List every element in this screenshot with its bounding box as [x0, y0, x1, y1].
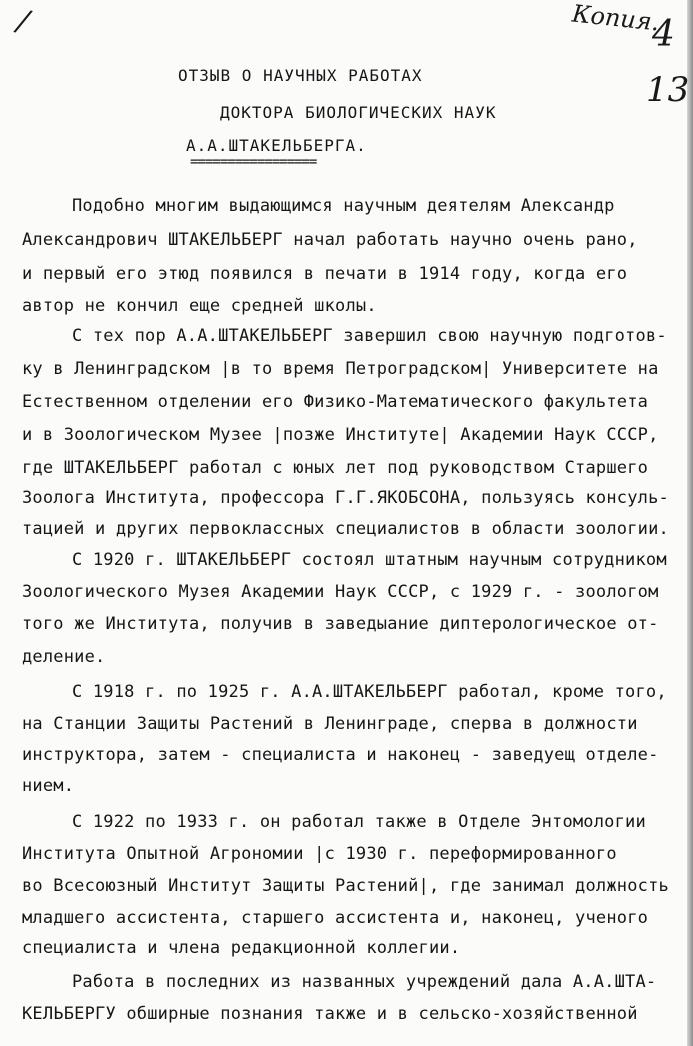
body-line: где ШТАКЕЛЬБЕРГ работал с юных лет под руководством Старшего: [22, 458, 649, 478]
body-line: С 1922 по 1933 г. он работал также в Отделе Энтомологии: [72, 812, 646, 832]
body-line: Александрович ШТАКЕЛЬБЕРГ начал работать научно очень рано,: [22, 230, 638, 250]
title-line-1: ОТЗЫВ О НАУЧНЫХ РАБОТАХ: [178, 66, 423, 85]
body-line: С 1920 г. ШТАКЕЛЬБЕРГ состоял штатным научным сотрудником: [72, 550, 667, 570]
title-underline: =================: [190, 154, 317, 170]
body-line: деление.: [22, 647, 106, 667]
handwritten-copy-label: Копия.: [570, 0, 661, 37]
body-line: КЕЛЬБЕРГУ обширные познания также и в сельско-хозяйственной: [22, 1004, 638, 1024]
body-line: во Всесоюзный Институт Защиты Растений|, где занимал должность: [22, 876, 669, 896]
body-line: специалиста и члена редакционной коллегии.: [22, 938, 461, 958]
body-line: и первый его этюд появился в печати в 1914 году, когда его: [22, 264, 628, 284]
body-line: Института Опытной Агрономии |с 1930 г. переформированного: [22, 844, 617, 864]
handwritten-corner-mark: /: [14, 3, 32, 40]
body-line: автор не кончил еще средней школы.: [22, 296, 377, 316]
body-line: ку в Ленинградском |в то время Петроградском| Университете на: [22, 359, 659, 379]
page-edge-shadow: [687, 0, 693, 1046]
handwritten-sheet-number: 13: [646, 70, 690, 110]
body-line: и в Зоологическом Музее |позже Институте| Академии Наук СССР,: [22, 425, 659, 445]
body-line: Подобно многим выдающимся научным деятелям Александр: [72, 196, 615, 216]
title-line-2: ДОКТОРА БИОЛОГИЧЕСКИХ НАУК: [220, 103, 497, 122]
body-line: Зоологического Музея Академии Наук СССР, с 1929 г. - зоологом: [22, 582, 659, 602]
body-line: Работа в последних из названных учреждений дала А.А.ШТА-: [72, 972, 657, 992]
body-line: нием.: [22, 776, 75, 796]
body-line: тацией и других первоклассных специалистов в области зоологии.: [22, 519, 669, 539]
body-line: младшего ассистента, старшего ассистента и, наконец, ученого: [22, 908, 649, 928]
body-line: С тех пор А.А.ШТАКЕЛЬБЕРГ завершил свою научную подготов-: [72, 326, 667, 346]
body-line: того же Института, получив в заведыание диптерологическое от-: [22, 614, 659, 634]
body-line: Зоолога Института, профессора Г.Г.ЯКОБСОНА, пользуясь консуль-: [22, 488, 669, 508]
body-line: на Станции Защиты Растений в Ленинграде, сперва в должности: [22, 714, 638, 734]
body-line: С 1918 г. по 1925 г. А.А.ШТАКЕЛЬБЕРГ работал, кроме того,: [72, 682, 667, 702]
handwritten-page-number: 4: [652, 14, 675, 55]
body-line: инструктора, затем - специалиста и наконец - заведуещ отделе-: [22, 745, 659, 765]
body-line: Естественном отделении его Физико-Математического факультета: [22, 392, 649, 412]
title-line-3: А.А.ШТАКЕЛЬБЕРГА.: [186, 136, 367, 155]
